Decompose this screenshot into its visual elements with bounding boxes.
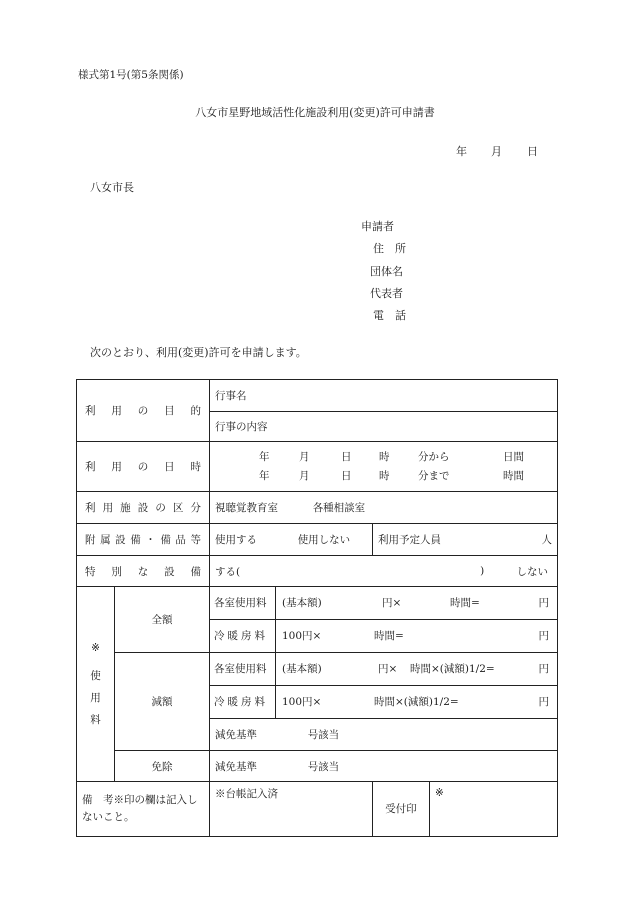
expected-people-label: 利用予定人員 — [378, 534, 441, 546]
equipment-nouse-option[interactable]: 使用しない — [297, 534, 351, 546]
reduced-fee-aircon-row[interactable] — [210, 686, 558, 719]
fee-section-label — [77, 587, 115, 782]
equipment-field[interactable] — [210, 524, 373, 556]
facility-field[interactable] — [210, 492, 558, 524]
event-name-field[interactable] — [210, 380, 558, 412]
full-room-base: (基本額) — [282, 597, 322, 609]
from-minute: 分から — [418, 450, 450, 463]
full-fee-aircon-row[interactable] — [210, 620, 558, 653]
event-content-label: 行事の内容 — [215, 421, 268, 433]
date-day: 日 — [527, 145, 538, 158]
full-room-yen: 円 — [538, 597, 550, 609]
event-content-field[interactable] — [210, 412, 558, 442]
applicant-heading: 申請者 — [361, 220, 394, 233]
receipt-area — [373, 782, 558, 837]
addressee: 八女市長 — [90, 181, 134, 194]
reduced-room-base: (基本額) — [282, 663, 322, 675]
full-aircon-hours: 時間= — [374, 630, 404, 642]
applicant-address-label: 住 所 — [373, 242, 406, 255]
expected-people-field[interactable] — [373, 524, 558, 556]
reduced-aircon-label: 冷暖房料 — [214, 696, 268, 708]
facility-option-av-room[interactable]: 視聴覚教育室 — [215, 502, 278, 514]
special-equipment-field[interactable] — [210, 556, 558, 587]
date-month: 月 — [491, 145, 502, 158]
from-year: 年 — [259, 450, 270, 463]
exempt-basis-label: 減免基準 — [215, 760, 257, 773]
reduced-fee-room-row[interactable] — [210, 653, 558, 686]
event-name-label: 行事名 — [215, 390, 247, 402]
from-month: 月 — [299, 450, 310, 463]
reduced-aircon-base: 100円× — [282, 696, 322, 708]
reduced-aircon-hours: 時間×(減額)1/2= — [374, 696, 459, 708]
form-number: 様式第1号(第5条関係) — [78, 69, 184, 81]
facility-option-consultation-room[interactable]: 各種相談室 — [312, 502, 366, 514]
receipt-label: 受付印 — [373, 782, 430, 836]
fee-mark: ※ — [91, 642, 100, 654]
reduced-room-yen-times: 円× — [378, 663, 398, 675]
applicant-organization-label: 団体名 — [370, 265, 403, 278]
to-minute: 分まで — [418, 469, 450, 482]
full-aircon-label: 冷暖房料 — [214, 630, 268, 642]
fee-char-1: 使 — [90, 670, 101, 682]
application-table — [76, 379, 558, 837]
fee-char-2: 用 — [90, 692, 101, 704]
hours-count: 時間 — [503, 469, 524, 482]
fee-char-3: 料 — [90, 714, 101, 726]
full-fee-room-row[interactable] — [210, 587, 558, 620]
exempt-label: 免除 — [115, 751, 210, 782]
reduced-room-hours: 時間×(減額)1/2= — [410, 663, 495, 675]
full-room-hours: 時間= — [450, 597, 480, 609]
reduced-room-fee-label: 各室使用料 — [214, 663, 267, 675]
reduced-amount-label: 減額 — [115, 653, 210, 751]
facility-label: 利用施設の区分 — [77, 492, 210, 524]
from-day: 日 — [341, 450, 352, 463]
to-day: 日 — [341, 469, 352, 482]
full-aircon-base: 100円× — [282, 630, 322, 642]
full-aircon-yen: 円 — [538, 630, 550, 642]
special-no-option[interactable]: しない — [516, 565, 549, 578]
full-room-yen-times: 円× — [382, 597, 402, 609]
applicant-phone-label: 電 話 — [373, 309, 406, 322]
exempt-basis-clause: 号該当 — [307, 760, 340, 773]
to-year: 年 — [259, 469, 270, 482]
remarks-label: 備 考※印の欄は記入しないこと。 — [77, 782, 210, 837]
ledger-field — [210, 782, 373, 837]
reduction-basis-clause: 号該当 — [307, 729, 340, 741]
expected-people-unit: 人 — [541, 534, 553, 546]
special-equipment-label: 特 別 な 設 備 — [77, 556, 210, 587]
applicant-representative-label: 代表者 — [370, 287, 403, 300]
receipt-mark: ※ — [435, 787, 444, 799]
exempt-basis-field[interactable] — [210, 751, 558, 782]
special-close-paren: ) — [480, 564, 485, 577]
purpose-label: 利 用 の 目 的 — [77, 380, 210, 442]
to-hour: 時 — [379, 469, 390, 482]
document-title: 八女市星野地域活性化施設利用(変更)許可申請書 — [195, 106, 435, 119]
full-amount-label: 全額 — [115, 587, 210, 653]
reduction-basis-field[interactable] — [210, 719, 558, 751]
reduction-basis-label: 減免基準 — [215, 729, 257, 741]
equipment-label: 附属設備・備品等 — [77, 524, 210, 556]
reduced-aircon-yen: 円 — [538, 696, 550, 708]
date-year: 年 — [456, 145, 467, 158]
equipment-use-option[interactable]: 使用する — [215, 534, 257, 546]
to-month: 月 — [299, 469, 310, 482]
full-room-fee-label: 各室使用料 — [214, 597, 267, 609]
intro-sentence: 次のとおり、利用(変更)許可を申請します。 — [90, 346, 307, 359]
reduced-room-yen: 円 — [538, 663, 550, 675]
ledger-note: ※台帳記入済 — [215, 788, 278, 800]
datetime-field[interactable] — [210, 442, 558, 492]
from-hour: 時 — [379, 450, 390, 463]
special-yes-option[interactable]: する( — [215, 565, 241, 578]
datetime-label: 利 用 の 日 時 — [77, 442, 210, 492]
days-count: 日間 — [503, 450, 524, 463]
